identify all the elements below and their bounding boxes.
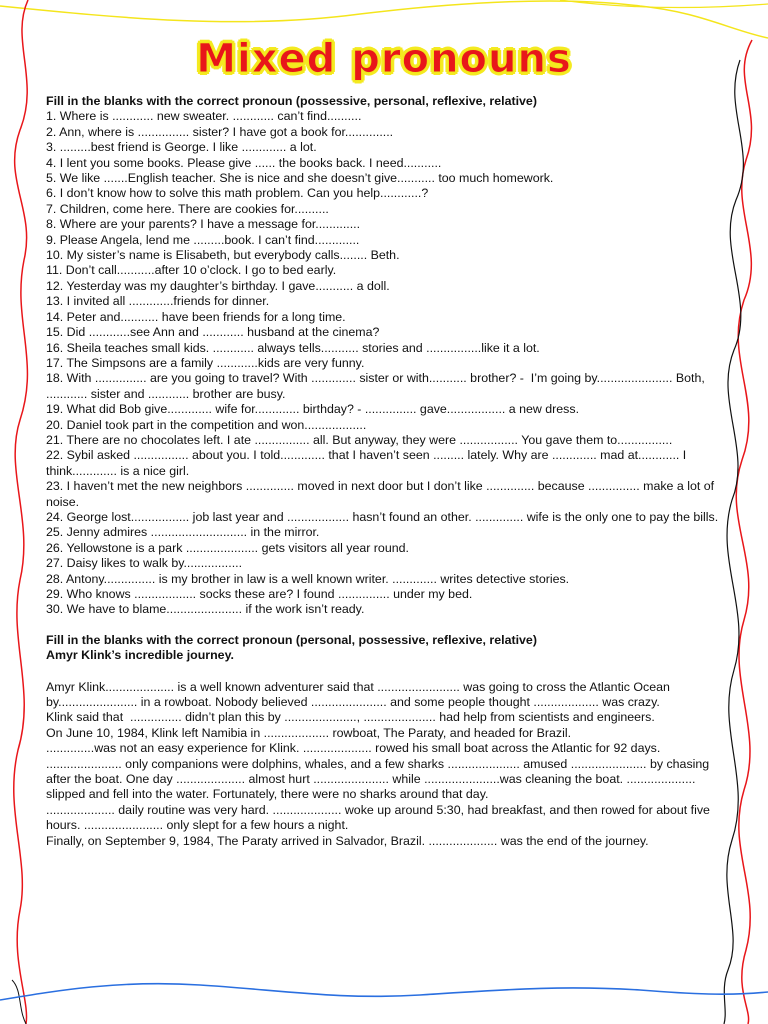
paragraph: Amyr Klink.................... is a well known adventurer said that ........................ was going to cross the Atlantic Ocean by....................... in a rowboat. Nobody believed ...................... and some people thought ................... was crazy. (46, 679, 674, 710)
spacer (46, 618, 726, 633)
list-item: 8. Where are your parents? I have a message for............. (46, 217, 361, 232)
list-item: 10. My sister’s name is Elisabeth, but everybody calls........ Beth. (46, 248, 400, 263)
list-item: 21. There are no chocolates left. I ate ................ all. But anyway, they were ................. You gave them to................ (46, 432, 673, 447)
section2-subheading: Amyr Klink’s incredible journey. (46, 648, 234, 663)
list-item: 20. Daniel took part in the competition and won.................. (46, 417, 367, 432)
list-item: 19. What did Bob give............. wife for............. birthday? - ............... gave................. a new dress. (46, 402, 580, 417)
list-item: 28. Antony............... is my brother in law is a well known writer. ............. writes detective stories. (46, 571, 570, 586)
paragraph: On June 10, 1984, Klink left Namibia in ................... rowboat, The Paraty, and headed for Brazil. (46, 725, 572, 740)
section1-list (46, 109, 726, 617)
list-item: 23. I haven’t met the new neighbors .............. moved in next door but I don’t like .............. because ............... make a lot of noise. (46, 479, 718, 509)
black-left-wave (12, 980, 26, 1024)
list-item: 12. Yesterday was my daughter’s birthday. I gave........... a doll. (46, 278, 390, 293)
list-item: 30. We have to blame...................... if the work isn’t ready. (46, 602, 365, 617)
red-left-wave (14, 0, 28, 1024)
list-item: 1. Where is ............ new sweater. ............ can’t find.......... (46, 109, 362, 124)
page-title: Mixed pronouns (196, 36, 572, 82)
list-item: 9. Please Angela, lend me .........book. I can’t find............. (46, 232, 360, 247)
list-item: 29. Who knows .................. socks these are? I found ............... under my bed. (46, 587, 473, 601)
list-item: 4. I lent you some books. Please give ...... the books back. I need........... (46, 155, 442, 170)
paragraph: ..............was not an easy experience for Klink. .................... rowed his small boat across the Atlantic for 92 days. ...................... only companions were dolphins, whales, and a few sharks ..................... amused ...................... by chasing after the boat. One day .................... almost hurt ...................... while ......................was cleaning the boat. .................... slipped and fell into the water. Fortunately, there were no sharks around that day. (46, 741, 713, 802)
list-item: 3. .........best friend is George. I like ............. a lot. (46, 140, 317, 155)
section2-paragraphs (46, 680, 726, 849)
list-item: 14. Peter and........... have been friends for a long time. (46, 309, 346, 324)
paragraph: .................... daily routine was very hard. .................... woke up around 5:30, had breakfast, and then rowed for about five hours. ....................... only slept for a few hours a night. (46, 802, 714, 833)
list-item: 18. With ............... are you going to travel? With ............. sister or with........... brother? - I’m going by...................... Both, ............ sister and ............ brother are busy. (46, 371, 709, 401)
list-item: 7. Children, come here. There are cookies for.......... (46, 201, 329, 216)
list-item: 24. George lost................. job last year and .................. hasn’t found an other. .............. wife is the only one to pay the bills. (46, 509, 719, 524)
section1-heading: Fill in the blanks with the correct pronoun (possessive, personal, reflexive, relative) (46, 94, 537, 108)
list-item: 26. Yellowstone is a park ..................... gets visitors all year round. (46, 540, 409, 555)
list-item: 22. Sybil asked ................ about you. I told............. that I haven’t seen ......... lately. Why are ............. mad at............ I think............. is a nice girl. (46, 448, 690, 478)
yellow-top-wave (0, 1, 768, 38)
list-item: 2. Ann, where is ............... sister? I have got a book for.............. (46, 124, 394, 139)
list-item: 17. The Simpsons are a family ............kids are very funny. (46, 355, 365, 370)
paragraph: Klink said that ............... didn’t plan this by ....................., ..................... had help from scientists and engineers. (46, 710, 655, 725)
list-item: 16. Sheila teaches small kids. ............ always tells........... stories and ................like it a lot. (46, 340, 540, 355)
worksheet-content (46, 94, 726, 849)
red-right-wave (736, 40, 752, 1024)
spacer (46, 664, 726, 680)
list-item: 15. Did ............see Ann and ............ husband at the cinema? (46, 325, 380, 340)
list-item: 6. I don’t know how to solve this math problem. Can you help............? (46, 186, 429, 201)
paragraph: Finally, on September 9, 1984, The Paraty arrived in Salvador, Brazil. .................... was the end of the journey. (46, 833, 649, 848)
list-item: 27. Daisy likes to walk by................. (46, 556, 243, 571)
list-item: 11. Don’t call...........after 10 o’clock. I go to bed early. (46, 263, 337, 278)
blue-bottom-wave (0, 984, 768, 1000)
black-right-wave (724, 60, 743, 1024)
list-item: 13. I invited all .............friends for dinner. (46, 294, 270, 309)
section2-heading: Fill in the blanks with the correct pronoun (personal, possessive, reflexive, relative) (46, 632, 537, 647)
list-item: 25. Jenny admires ............................ in the mirror. (46, 525, 320, 540)
list-item: 5. We like .......English teacher. She is nice and she doesn’t give........... too much homework. (46, 171, 554, 186)
